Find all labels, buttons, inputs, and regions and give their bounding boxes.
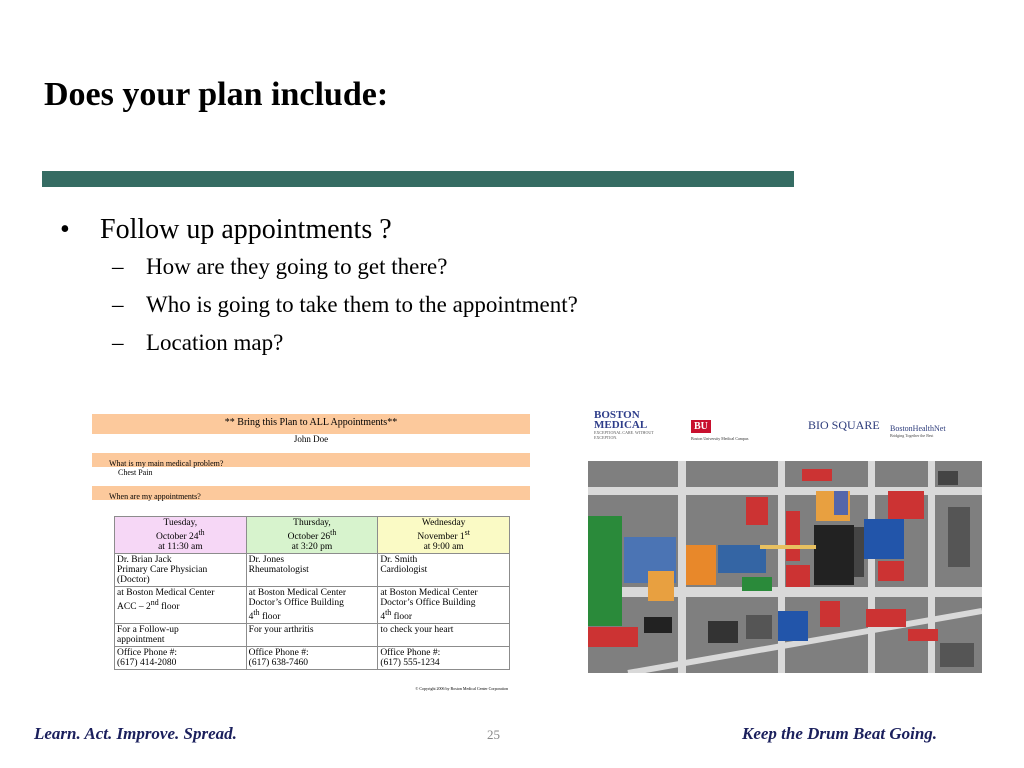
footer-slogan-left: Learn. Act. Improve. Spread. xyxy=(34,724,237,743)
location-line: floor xyxy=(391,612,413,623)
building-red xyxy=(908,629,938,641)
appt-time: at 9:00 am xyxy=(423,542,464,553)
campus-location-map xyxy=(588,461,982,673)
table-cell xyxy=(246,587,378,624)
sub-bullet-text: How are they going to get there? xyxy=(146,254,448,279)
bullet-item xyxy=(60,214,578,246)
doctor-role-note: (Doctor) xyxy=(117,575,150,586)
reason-line: For your arthritis xyxy=(248,625,314,636)
floor-suffix: th xyxy=(385,608,392,618)
doctor-role: Rheumatologist xyxy=(248,565,309,576)
plan-header: ** Bring this Plan to ALL Appointments** xyxy=(224,417,398,428)
building-red xyxy=(786,565,810,587)
building-dark xyxy=(746,615,772,639)
sub-bullet-item xyxy=(112,254,578,280)
building-red xyxy=(888,491,924,519)
table-cell xyxy=(246,554,378,587)
location-line: at Boston Medical Center xyxy=(380,588,478,599)
bu-badge: BU xyxy=(691,420,711,433)
phone-number: (617) 414-2080 xyxy=(117,658,177,669)
slide-title: Does your plan include: xyxy=(44,76,389,113)
boston-medical-logo-text: BOSTON MEDICAL xyxy=(594,409,648,431)
table-row xyxy=(115,647,510,670)
table-cell xyxy=(246,517,378,554)
sub-bullet-list xyxy=(112,254,578,356)
plan-header-bar xyxy=(92,414,530,434)
phone-label: Office Phone #: xyxy=(380,648,441,659)
partner-logos xyxy=(594,410,984,452)
phone-label: Office Phone #: xyxy=(117,648,177,659)
street-e-concord xyxy=(778,461,785,673)
copyright-note: © Copyright 2006 by Boston Medical Center Corporation xyxy=(415,686,508,691)
sub-bullet-text: Location map? xyxy=(146,330,284,355)
floor-suffix: nd xyxy=(150,598,159,608)
building-dark xyxy=(948,507,970,567)
building-green xyxy=(742,577,772,591)
question-appointments: When are my appointments? xyxy=(109,492,201,501)
doctor-name: Dr. Jones xyxy=(248,555,285,566)
boston-medical-tagline: EXCEPTIONAL CARE. WITHOUT EXCEPTION. xyxy=(594,430,654,440)
table-cell xyxy=(115,517,247,554)
phone-label: Office Phone #: xyxy=(248,648,309,659)
appt-day: Wednesday xyxy=(421,518,466,528)
doctor-name: Dr. Brian Jack xyxy=(117,555,172,566)
sub-bullet-text: Who is going to take them to the appointment? xyxy=(146,292,578,317)
floor-number: 4 xyxy=(248,612,254,623)
sub-bullet-item xyxy=(112,330,578,356)
building-red xyxy=(878,561,904,581)
doctor-name: Dr. Smith xyxy=(380,555,418,566)
street-e-newton xyxy=(868,461,875,673)
sub-bullet-marker: – xyxy=(112,254,124,279)
building-blue xyxy=(718,545,766,573)
street-mass-ave xyxy=(678,461,686,673)
boston-healthnet-logo-text: BostonHealthNet xyxy=(890,424,946,433)
building-orange xyxy=(648,571,674,601)
table-cell xyxy=(246,624,378,647)
boston-healthnet-tagline: Bridging Together the Best xyxy=(890,433,934,438)
table-cell xyxy=(378,624,510,647)
doctor-role: Primary Care Physician xyxy=(117,565,208,576)
building-black xyxy=(708,621,738,643)
location-line: floor xyxy=(259,612,281,623)
page-number: 25 xyxy=(487,727,500,742)
skybridge xyxy=(760,545,816,549)
phone-number: (617) 638-7460 xyxy=(248,658,309,669)
floor-number: 4 xyxy=(380,612,386,623)
table-row xyxy=(115,554,510,587)
building-black xyxy=(644,617,672,633)
building-dark xyxy=(940,643,974,667)
location-line: Doctor’s Office Building xyxy=(380,598,476,609)
building-dark xyxy=(938,471,958,485)
appointments-table xyxy=(114,516,510,670)
building-red xyxy=(588,627,638,647)
care-plan-document xyxy=(92,414,530,696)
location-line: at Boston Medical Center xyxy=(248,588,347,599)
table-cell xyxy=(115,587,247,624)
appt-date: October 24 xyxy=(156,532,199,543)
table-cell xyxy=(115,647,247,670)
bu-medical-campus-logo xyxy=(691,416,787,444)
appt-date-suffix: th xyxy=(330,528,337,537)
question-bar xyxy=(92,486,530,500)
building-blue xyxy=(834,491,848,515)
building-red xyxy=(820,601,840,627)
bio-square-logo: BIO SQUARE xyxy=(808,418,880,432)
table-cell xyxy=(378,554,510,587)
answer-medical-problem: Chest Pain xyxy=(118,468,153,477)
bullet-list xyxy=(60,214,578,368)
building-black xyxy=(814,525,854,585)
street-e-canton xyxy=(928,461,935,673)
bullet-text: Follow up appointments ? xyxy=(100,214,392,245)
table-cell xyxy=(115,624,247,647)
bullet-marker: • xyxy=(60,214,70,245)
table-cell xyxy=(378,647,510,670)
sub-bullet-item xyxy=(112,292,578,318)
location-line: ACC – 2 xyxy=(117,602,151,613)
location-line: Doctor’s Office Building xyxy=(248,598,344,609)
question-medical-problem: What is my main medical problem? xyxy=(109,459,224,468)
table-row xyxy=(115,587,510,624)
appt-date-suffix: st xyxy=(464,528,470,537)
table-cell xyxy=(115,554,247,587)
building-red xyxy=(802,469,832,481)
building-orange xyxy=(686,545,716,585)
phone-number: (617) 555-1234 xyxy=(380,658,440,669)
table-cell xyxy=(378,517,510,554)
building-blue xyxy=(778,611,808,641)
location-line: at Boston Medical Center xyxy=(117,588,215,599)
appt-time: at 11:30 am xyxy=(158,542,203,553)
location-line: floor xyxy=(158,602,180,613)
building-blue xyxy=(864,519,904,559)
floor-suffix: th xyxy=(253,608,260,618)
appt-day: Thursday, xyxy=(293,518,331,528)
appt-date: October 26 xyxy=(287,532,331,543)
table-cell xyxy=(246,647,378,670)
appt-date: November 1 xyxy=(417,532,465,543)
building-dark xyxy=(854,527,864,577)
doctor-role: Cardiologist xyxy=(380,565,428,576)
sub-list-wrapper xyxy=(60,254,578,356)
reason-line: For a Follow-up xyxy=(117,625,179,636)
table-row xyxy=(115,517,510,554)
appt-time: at 3:20 pm xyxy=(291,542,333,553)
building-red xyxy=(866,609,906,627)
building-red xyxy=(786,511,800,561)
reason-line: appointment xyxy=(117,635,165,646)
question-bar xyxy=(92,453,530,467)
sub-bullet-marker: – xyxy=(112,292,124,317)
appt-day: Tuesday, xyxy=(163,518,198,528)
sub-bullet-marker: – xyxy=(112,330,124,355)
reason-line: to check your heart xyxy=(380,625,454,636)
patient-name: John Doe xyxy=(293,434,329,444)
appt-date-suffix: th xyxy=(198,528,205,537)
table-row xyxy=(115,624,510,647)
table-cell xyxy=(378,587,510,624)
title-divider xyxy=(42,171,794,187)
footer-slogan-right: Keep the Drum Beat Going. xyxy=(742,724,938,743)
building-green xyxy=(588,516,622,626)
boston-medical-logo xyxy=(594,410,670,444)
boston-healthnet-logo xyxy=(890,424,946,438)
bu-tagline: Boston University Medical Campus xyxy=(691,436,749,441)
building-red xyxy=(746,497,768,525)
